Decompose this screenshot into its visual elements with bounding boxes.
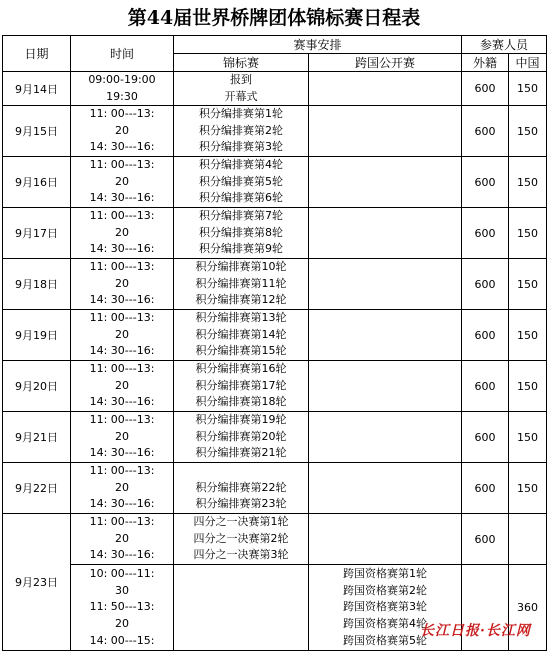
time-line: 14: 30---16: — [89, 191, 155, 205]
foreign-count-cell: 600 — [462, 157, 509, 208]
time-line: 14: 30---16: — [89, 242, 155, 256]
event-line: 开幕式 — [224, 89, 258, 103]
date-cell: 9月17日 — [3, 208, 71, 259]
header-open: 跨国公开赛 — [309, 54, 462, 72]
open-cell — [309, 514, 462, 565]
event-line: 积分编排赛第3轮 — [199, 140, 283, 154]
open-cell — [309, 259, 462, 310]
header-championship: 锦标赛 — [174, 54, 309, 72]
open-event-line: 跨国资格赛第3轮 — [343, 600, 427, 614]
event-line: 积分编排赛第18轮 — [195, 395, 287, 409]
championship-cell — [174, 157, 309, 208]
open-event-line: 跨国资格赛第5轮 — [343, 633, 427, 647]
championship-cell — [174, 310, 309, 361]
event-line: 积分编排赛第14轮 — [195, 327, 287, 341]
championship-cell — [174, 463, 309, 514]
china-count-cell — [509, 514, 547, 565]
time-line: 11: 00---13: — [89, 464, 155, 478]
foreign-count-cell: 600 — [462, 361, 509, 412]
table-row — [3, 361, 547, 412]
time-cell — [71, 361, 174, 412]
time-cell — [71, 310, 174, 361]
open-event-line: 跨国资格赛第1轮 — [343, 567, 427, 581]
date-cell: 9月19日 — [3, 310, 71, 361]
open-event-line: 跨国资格赛第2轮 — [343, 583, 427, 597]
header-date: 日期 — [3, 36, 71, 72]
page-title: 第44届世界桥牌团体锦标赛日程表 — [127, 7, 421, 29]
event-line: 积分编排赛第12轮 — [195, 293, 287, 307]
championship-cell — [174, 72, 309, 106]
time-line: 10: 00---11: — [89, 567, 155, 581]
championship-cell — [174, 565, 309, 651]
schedule-table — [2, 35, 547, 651]
event-line: 积分编排赛第10轮 — [195, 260, 287, 274]
china-count-cell: 150 — [509, 72, 547, 106]
event-line: 积分编排赛第21轮 — [195, 446, 287, 460]
foreign-count-cell: 600 — [462, 208, 509, 259]
time-line: 19:30 — [106, 89, 138, 103]
event-line: 四分之一决赛第1轮 — [193, 515, 289, 529]
time-line: 11: 00---13: — [89, 158, 155, 172]
china-count-cell: 150 — [509, 208, 547, 259]
open-cell — [309, 361, 462, 412]
open-cell — [309, 208, 462, 259]
time-line: 11: 50---13: — [89, 600, 155, 614]
event-line: 报到 — [230, 73, 252, 86]
event-line: 积分编排赛第19轮 — [195, 413, 287, 427]
open-cell — [309, 72, 462, 106]
time-line: 11: 00---13: — [89, 413, 155, 427]
event-line: 积分编排赛第11轮 — [195, 276, 287, 290]
time-line: 20 — [115, 429, 129, 443]
championship-cell — [174, 412, 309, 463]
table-row — [3, 463, 547, 514]
open-cell — [309, 157, 462, 208]
time-line: 20 — [115, 531, 129, 545]
open-cell — [309, 412, 462, 463]
championship-cell — [174, 361, 309, 412]
header-china: 中国 — [509, 54, 547, 72]
foreign-count-cell: 600 — [462, 259, 509, 310]
china-count-cell: 360 — [509, 565, 547, 651]
open-cell — [309, 463, 462, 514]
time-cell — [71, 72, 174, 106]
date-cell: 9月18日 — [3, 259, 71, 310]
championship-cell — [174, 208, 309, 259]
time-cell — [71, 565, 174, 651]
time-line: 20 — [115, 616, 129, 630]
foreign-count-cell: 600 — [462, 463, 509, 514]
date-cell: 9月14日 — [3, 72, 71, 106]
time-line: 11: 00---13: — [89, 362, 155, 376]
event-line: 积分编排赛第2轮 — [199, 123, 283, 137]
foreign-count-cell: 600 — [462, 106, 509, 157]
table-row — [3, 310, 547, 361]
time-line: 14: 30---16: — [89, 548, 155, 562]
date-cell: 9月15日 — [3, 106, 71, 157]
open-cell — [309, 310, 462, 361]
event-line: 积分编排赛第13轮 — [195, 311, 287, 325]
china-count-cell: 150 — [509, 361, 547, 412]
foreign-count-cell: 600 — [462, 514, 509, 565]
time-line: 14: 30---16: — [89, 293, 155, 307]
table-row — [3, 412, 547, 463]
time-line: 20 — [115, 225, 129, 239]
time-cell — [71, 106, 174, 157]
china-count-cell: 150 — [509, 310, 547, 361]
table-row — [3, 72, 547, 106]
china-count-cell: 150 — [509, 106, 547, 157]
header-participants: 参赛人员 — [462, 36, 547, 54]
time-line: 20 — [115, 276, 129, 290]
open-cell — [309, 106, 462, 157]
table-row — [3, 157, 547, 208]
date-cell: 9月23日 — [3, 514, 71, 651]
header-events: 赛事安排 — [174, 36, 462, 54]
table-row — [3, 106, 547, 157]
date-cell: 9月21日 — [3, 412, 71, 463]
header-foreign: 外籍 — [462, 54, 509, 72]
time-cell — [71, 514, 174, 565]
table-row — [3, 208, 547, 259]
time-line: 20 — [115, 174, 129, 188]
event-line: 积分编排赛第8轮 — [199, 225, 283, 239]
time-line: 09:00-19:00 — [88, 73, 156, 86]
event-line: 积分编排赛第5轮 — [199, 174, 283, 188]
date-cell: 9月16日 — [3, 157, 71, 208]
date-cell: 9月20日 — [3, 361, 71, 412]
time-cell — [71, 463, 174, 514]
event-line: 积分编排赛第6轮 — [199, 191, 283, 205]
event-line: 积分编排赛第22轮 — [195, 480, 287, 494]
open-event-line: 跨国资格赛第4轮 — [343, 616, 427, 630]
table-row — [3, 259, 547, 310]
event-line: 积分编排赛第7轮 — [199, 209, 283, 223]
event-line — [174, 463, 308, 480]
event-line: 积分编排赛第23轮 — [195, 497, 287, 511]
time-line: 11: 00---13: — [89, 107, 155, 121]
event-line: 四分之一决赛第2轮 — [193, 531, 289, 545]
time-cell — [71, 259, 174, 310]
time-line: 14: 30---16: — [89, 140, 155, 154]
watermark-logo: 长江日报·长江网 — [420, 623, 531, 639]
table-row — [3, 514, 547, 565]
time-line: 11: 00---13: — [89, 260, 155, 274]
date-cell: 9月22日 — [3, 463, 71, 514]
time-line: 30 — [115, 583, 129, 597]
foreign-count-cell: 600 — [462, 72, 509, 106]
china-count-cell: 150 — [509, 259, 547, 310]
china-count-cell: 150 — [509, 157, 547, 208]
china-count-cell: 150 — [509, 412, 547, 463]
time-line: 11: 00---13: — [89, 311, 155, 325]
time-line: 20 — [115, 378, 129, 392]
time-line: 20 — [115, 123, 129, 137]
time-line: 14: 00---15: — [89, 633, 155, 647]
event-line: 积分编排赛第4轮 — [199, 158, 283, 172]
time-line: 11: 00---13: — [89, 515, 155, 529]
time-cell — [71, 412, 174, 463]
championship-cell — [174, 106, 309, 157]
time-cell — [71, 208, 174, 259]
time-line: 14: 30---16: — [89, 344, 155, 358]
time-cell — [71, 157, 174, 208]
championship-cell — [174, 259, 309, 310]
event-line: 积分编排赛第1轮 — [199, 107, 283, 121]
event-line: 积分编排赛第16轮 — [195, 362, 287, 376]
time-line: 14: 30---16: — [89, 395, 155, 409]
foreign-count-cell: 600 — [462, 310, 509, 361]
event-line: 积分编排赛第9轮 — [199, 242, 283, 256]
event-line: 积分编排赛第15轮 — [195, 344, 287, 358]
foreign-count-cell: 600 — [462, 412, 509, 463]
event-line: 积分编排赛第17轮 — [195, 378, 287, 392]
time-line: 20 — [115, 327, 129, 341]
china-count-cell: 150 — [509, 463, 547, 514]
event-line: 积分编排赛第20轮 — [195, 429, 287, 443]
time-line: 14: 30---16: — [89, 446, 155, 460]
header-time: 时间 — [71, 36, 174, 72]
time-line: 20 — [115, 480, 129, 494]
championship-cell — [174, 514, 309, 565]
time-line: 11: 00---13: — [89, 209, 155, 223]
event-line: 四分之一决赛第3轮 — [193, 548, 289, 562]
time-line: 14: 30---16: — [89, 497, 155, 511]
